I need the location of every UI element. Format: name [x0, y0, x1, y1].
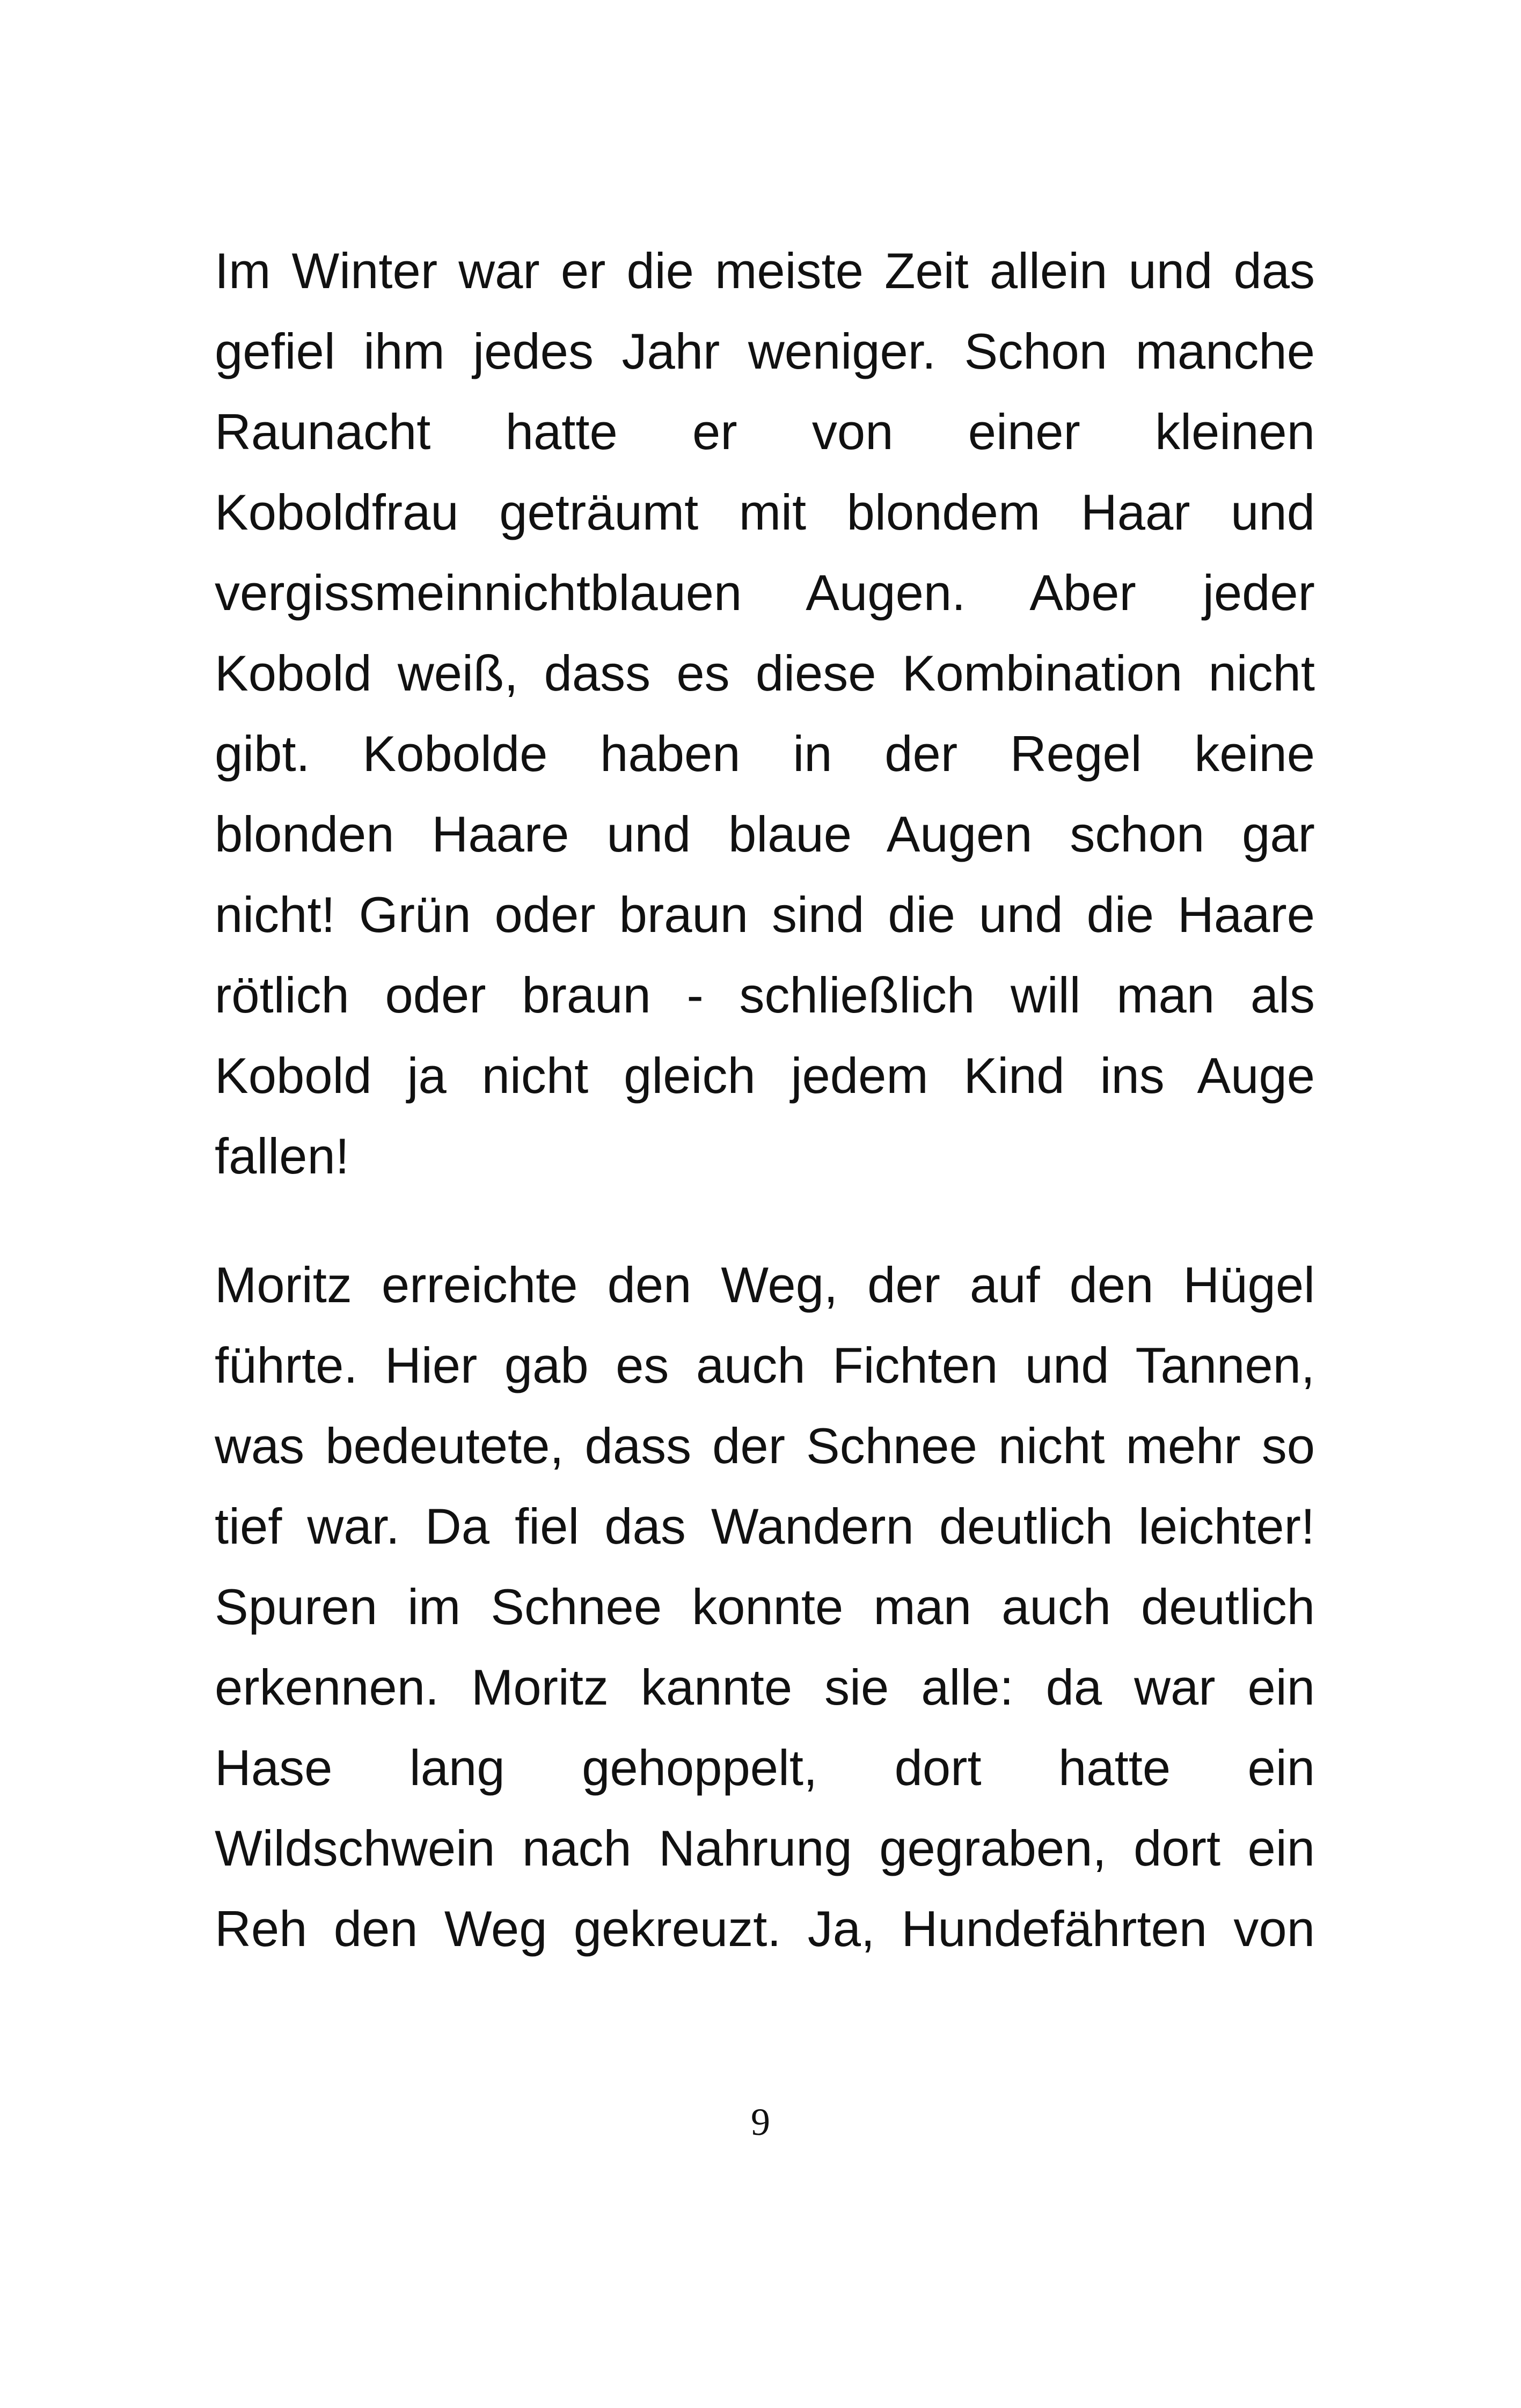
- paragraph-line: Im Winter war er die meiste Zeit allein und das: [215, 243, 1315, 299]
- paragraph-line: Moritz erreichte den Weg, der auf den Hügel: [215, 1257, 1315, 1313]
- paragraph-line: rötlich oder braun - schließlich will man als: [215, 967, 1315, 1023]
- paragraph-line: Raunacht hatte er von einer kleinen: [215, 403, 1315, 460]
- paragraph-line: Reh den Weg gekreuzt. Ja, Hundefährten von: [215, 1900, 1315, 1957]
- paragraph-line: Wildschwein nach Nahrung gegraben, dort ein: [215, 1820, 1315, 1876]
- paragraph-line: erkennen. Moritz kannte sie alle: da war ein: [215, 1659, 1315, 1715]
- page-number: 9: [751, 2101, 770, 2143]
- paragraph-line: gibt. Kobolde haben in der Regel keine: [215, 725, 1315, 782]
- paragraph-1: [215, 231, 1315, 1196]
- paragraph-line: gefiel ihm jedes Jahr weniger. Schon manche: [215, 323, 1315, 379]
- paragraph-line: Spuren im Schnee konnte man auch deutlich: [215, 1579, 1315, 1635]
- paragraph-line: nicht! Grün oder braun sind die und die Haare: [215, 886, 1315, 943]
- paragraph-line: tief war. Da fiel das Wandern deutlich leichter!: [215, 1498, 1315, 1554]
- paragraph-line: führte. Hier gab es auch Fichten und Tannen,: [215, 1337, 1315, 1393]
- paragraph-line: Koboldfrau geträumt mit blondem Haar und: [215, 484, 1315, 540]
- paragraph-line: fallen!: [215, 1128, 349, 1184]
- paragraph-line: Kobold ja nicht gleich jedem Kind ins Auge: [215, 1047, 1315, 1104]
- paragraph-line: vergissmeinnichtblauen Augen. Aber jeder: [215, 564, 1315, 621]
- paragraph-2: [215, 1245, 1315, 1969]
- paragraph-line: blonden Haare und blaue Augen schon gar: [215, 806, 1315, 862]
- paragraph-line: Hase lang gehoppelt, dort hatte ein: [215, 1739, 1315, 1796]
- paragraph-line: was bedeutete, dass der Schnee nicht mehr so: [215, 1418, 1315, 1474]
- paragraph-line: Kobold weiß, dass es diese Kombination nicht: [215, 645, 1315, 701]
